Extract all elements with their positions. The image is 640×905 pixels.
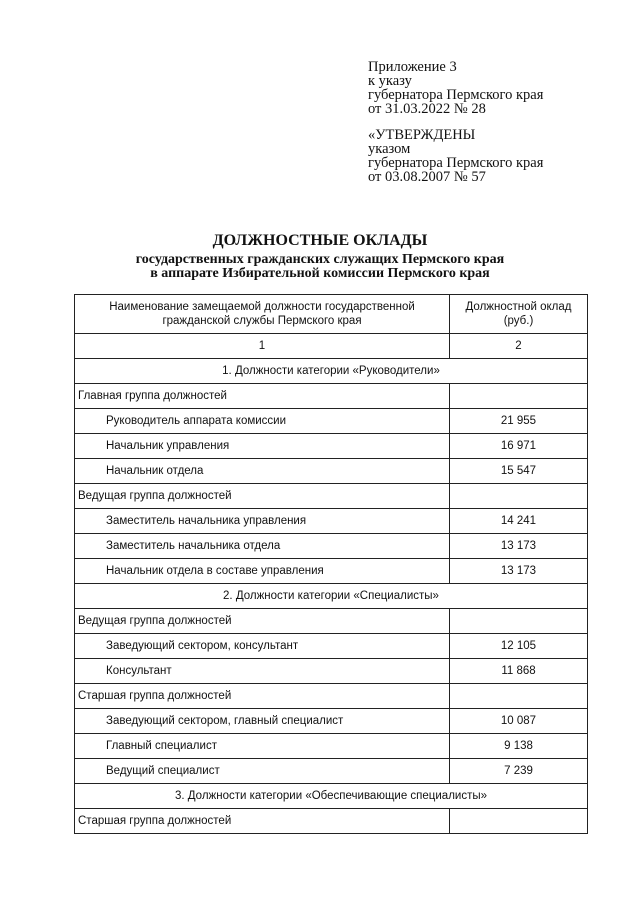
column-number-row bbox=[75, 334, 588, 359]
position-row bbox=[75, 709, 588, 734]
salary-value bbox=[450, 609, 588, 634]
header-salary bbox=[450, 295, 588, 334]
position-name: Ведущий специалист bbox=[75, 759, 450, 784]
position-row bbox=[75, 534, 588, 559]
appendix-line: к указу bbox=[368, 73, 412, 89]
approved-line: губернатора Пермского края bbox=[368, 155, 544, 171]
category-row bbox=[75, 784, 588, 809]
salary-value: 14 241 bbox=[450, 509, 588, 534]
subtitle-line: в аппарате Избирательной комиссии Пермского края bbox=[150, 266, 490, 281]
salary-value: 12 105 bbox=[450, 634, 588, 659]
column-number: 2 bbox=[450, 334, 588, 359]
subtitle-line: государственных гражданских служащих Пермского края bbox=[135, 252, 505, 267]
group-row bbox=[75, 609, 588, 634]
header-position bbox=[75, 295, 450, 334]
group-row bbox=[75, 384, 588, 409]
salary-value bbox=[450, 384, 588, 409]
position-row bbox=[75, 659, 588, 684]
salary-value bbox=[450, 684, 588, 709]
group-name: Ведущая группа должностей bbox=[75, 484, 450, 509]
approved-line: от 03.08.2007 № 57 bbox=[368, 169, 486, 185]
approved-line: указом bbox=[368, 141, 411, 157]
salary-value bbox=[450, 809, 588, 834]
position-row bbox=[75, 734, 588, 759]
header-position-line: Наименование замещаемой должности государственной bbox=[109, 301, 415, 313]
position-row bbox=[75, 409, 588, 434]
group-name: Главная группа должностей bbox=[75, 384, 450, 409]
position-name: Начальник отдела в составе управления bbox=[75, 559, 450, 584]
position-row bbox=[75, 559, 588, 584]
group-name: Старшая группа должностей bbox=[75, 684, 450, 709]
position-row bbox=[75, 634, 588, 659]
position-name: Заведующий сектором, главный специалист bbox=[75, 709, 450, 734]
header-salary-line: (руб.) bbox=[503, 315, 534, 327]
salary-value: 15 547 bbox=[450, 459, 588, 484]
document-subtitle bbox=[0, 253, 640, 281]
position-name: Заведующий сектором, консультант bbox=[75, 634, 450, 659]
salary-value: 13 173 bbox=[450, 559, 588, 584]
salary-table bbox=[74, 294, 588, 834]
category-title: 2. Должности категории «Специалисты» bbox=[75, 584, 588, 609]
group-row bbox=[75, 809, 588, 834]
position-name: Начальник управления bbox=[75, 434, 450, 459]
position-name: Заместитель начальника управления bbox=[75, 509, 450, 534]
appendix-block bbox=[368, 60, 543, 184]
salary-value: 9 138 bbox=[450, 734, 588, 759]
category-row bbox=[75, 359, 588, 384]
salary-value: 16 971 bbox=[450, 434, 588, 459]
position-row bbox=[75, 434, 588, 459]
salary-value: 7 239 bbox=[450, 759, 588, 784]
position-name: Консультант bbox=[75, 659, 450, 684]
header-salary-line: Должностной оклад bbox=[465, 301, 572, 313]
appendix-line: губернатора Пермского края bbox=[368, 87, 544, 103]
salary-value: 13 173 bbox=[450, 534, 588, 559]
appendix-line: от 31.03.2022 № 28 bbox=[368, 101, 486, 117]
document-title: ДОЛЖНОСТНЫЕ ОКЛАДЫ bbox=[212, 232, 428, 249]
group-name: Старшая группа должностей bbox=[75, 809, 450, 834]
group-row bbox=[75, 484, 588, 509]
position-name: Руководитель аппарата комиссии bbox=[75, 409, 450, 434]
position-row bbox=[75, 459, 588, 484]
appendix-line: Приложение 3 bbox=[368, 59, 457, 75]
position-name: Заместитель начальника отдела bbox=[75, 534, 450, 559]
table-header-row bbox=[75, 295, 588, 334]
group-name: Ведущая группа должностей bbox=[75, 609, 450, 634]
position-row bbox=[75, 509, 588, 534]
position-name: Главный специалист bbox=[75, 734, 450, 759]
category-row bbox=[75, 584, 588, 609]
column-number: 1 bbox=[75, 334, 450, 359]
group-row bbox=[75, 684, 588, 709]
salary-value: 21 955 bbox=[450, 409, 588, 434]
category-title: 3. Должности категории «Обеспечивающие специалисты» bbox=[75, 784, 588, 809]
salary-value bbox=[450, 484, 588, 509]
position-name: Начальник отдела bbox=[75, 459, 450, 484]
category-title: 1. Должности категории «Руководители» bbox=[75, 359, 588, 384]
approved-line: «УТВЕРЖДЕНЫ bbox=[368, 127, 476, 143]
position-row bbox=[75, 759, 588, 784]
header-position-line: гражданской службы Пермского края bbox=[162, 315, 362, 327]
salary-value: 10 087 bbox=[450, 709, 588, 734]
salary-value: 11 868 bbox=[450, 659, 588, 684]
